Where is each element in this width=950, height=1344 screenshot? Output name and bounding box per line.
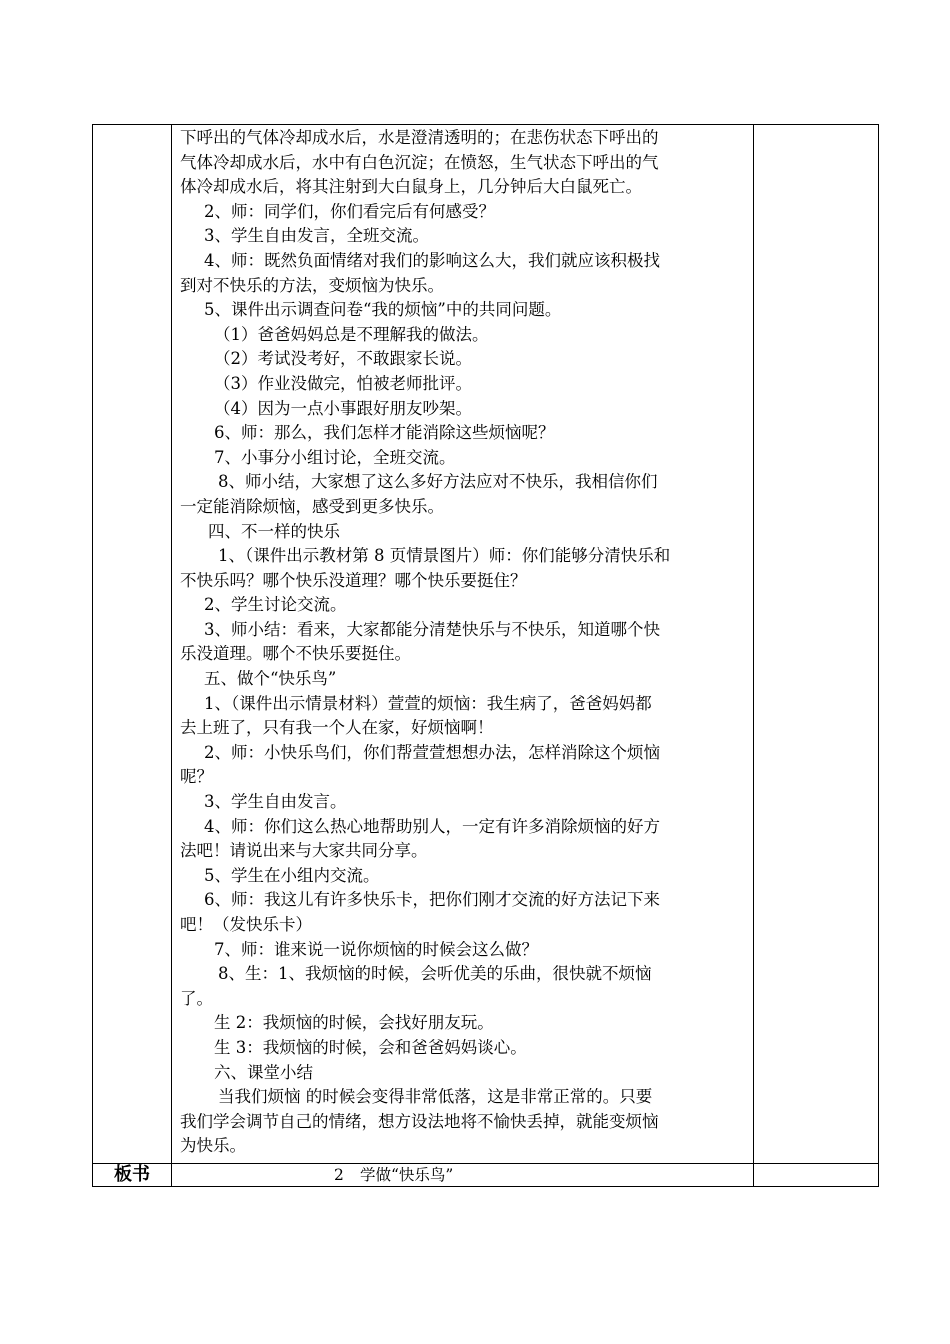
content-line: 四、不一样的快乐 xyxy=(208,521,340,541)
content-line: 2、学生讨论交流。 xyxy=(204,595,347,615)
content-line: 下呼出的气体冷却成水后，水是澄清透明的；在悲伤状态下呼出的 xyxy=(180,128,659,147)
content-line: （1）爸爸妈妈总是不理解我的做法。 xyxy=(214,324,489,344)
content-line: 了。 xyxy=(180,988,213,1008)
process-content-cell xyxy=(172,125,754,1164)
board-title: 学做“快乐鸟” xyxy=(360,1165,454,1184)
content-line: （4）因为一点小事跟好朋友吵架。 xyxy=(214,398,472,418)
content-line: 3、学生自由发言，全班交流。 xyxy=(204,226,429,246)
content-line: 8、师小结，大家想了这么多好方法应对不快乐，我相信你们 xyxy=(218,472,658,492)
content-line: 去上班了，只有我一个人在家，好烦恼啊！ xyxy=(180,718,494,738)
process-label-cell xyxy=(93,125,172,1164)
board-number: 2 xyxy=(334,1165,344,1184)
content-line: 不快乐吗？哪个快乐没道理？哪个快乐要挺住？ xyxy=(180,570,527,590)
process-row xyxy=(93,125,879,1164)
content-line: 1、（课件出示教材第 8 页情景图片）师：你们能够分清快乐和 xyxy=(218,546,671,566)
content-line: 五、做个“快乐鸟” xyxy=(204,669,337,689)
content-line: 7、师：谁来说一说你烦恼的时候会这么做？ xyxy=(214,939,538,959)
board-row xyxy=(93,1163,879,1186)
content-line: 六、课堂小结 xyxy=(214,1062,313,1082)
content-line: 一定能消除烦恼，感受到更多快乐。 xyxy=(180,496,444,516)
content-line: 3、学生自由发言。 xyxy=(204,792,347,812)
content-line: 2、师：小快乐鸟们，你们帮萱萱想想办法，怎样消除这个烦恼 xyxy=(204,742,660,762)
board-content-cell xyxy=(172,1163,754,1186)
content-line: 7、小事分小组讨论，全班交流。 xyxy=(214,447,456,467)
content-line: 3、师小结：看来，大家都能分清楚快乐与不快乐，知道哪个快 xyxy=(204,619,660,639)
content-line: 体冷却成水后，将其注射到大白鼠身上，几分钟后大白鼠死亡。 xyxy=(180,177,642,197)
board-notes-cell xyxy=(754,1163,879,1186)
content-line: 8、生：1、我烦恼的时候，会听优美的乐曲，很快就不烦恼 xyxy=(218,964,652,984)
content-line: 4、师：你们这么热心地帮助别人，一定有许多消除烦恼的好方 xyxy=(204,816,660,836)
content-line: 1、（课件出示情景材料）萱萱的烦恼：我生病了，爸爸妈妈都 xyxy=(204,693,652,713)
content-line: 到对不快乐的方法，变烦恼为快乐。 xyxy=(180,275,444,295)
process-notes-cell xyxy=(754,125,879,1164)
content-line: 气体冷却成水后，水中有白色沉淀；在愤怒，生气状态下呼出的气 xyxy=(180,152,659,172)
content-line: 呢？ xyxy=(180,767,213,787)
content-line: 乐没道理。哪个不快乐要挺住。 xyxy=(180,644,411,664)
content-line: 吧！（发快乐卡） xyxy=(180,915,312,934)
board-label: 板书 xyxy=(93,1163,172,1186)
content-line: 5、学生在小组内交流。 xyxy=(204,865,380,885)
content-line: 6、师：我这儿有许多快乐卡，把你们刚才交流的好方法记下来 xyxy=(204,890,660,910)
content-line: 法吧！请说出来与大家共同分享。 xyxy=(180,841,428,861)
content-line: （2）考试没考好，不敢跟家长说。 xyxy=(214,349,472,369)
content-line: 当我们烦恼 的时候会变得非常低落，这是非常正常的。只要 xyxy=(218,1087,653,1107)
content-line: 6、师：那么，我们怎样才能消除这些烦恼呢？ xyxy=(214,423,555,443)
content-line: 我们学会调节自己的情绪，想方设法地将不愉快丢掉，就能变烦恼 xyxy=(180,1111,659,1131)
content-line: 5、课件出示调查问卷“我的烦恼”中的共同问题。 xyxy=(204,300,562,320)
content-line: （3）作业没做完，怕被老师批评。 xyxy=(214,373,472,393)
content-line: 4、师：既然负面情绪对我们的影响这么大，我们就应该积极找 xyxy=(204,250,660,270)
content-line: 生 3：我烦恼的时候，会和爸爸妈妈谈心。 xyxy=(214,1037,527,1057)
content-line: 2、师：同学们，你们看完后有何感受？ xyxy=(204,201,495,221)
lesson-content xyxy=(172,125,753,1163)
content-line: 生 2：我烦恼的时候，会找好朋友玩。 xyxy=(214,1013,494,1033)
lesson-plan-table xyxy=(92,124,879,1187)
content-line: 为快乐。 xyxy=(180,1136,246,1156)
